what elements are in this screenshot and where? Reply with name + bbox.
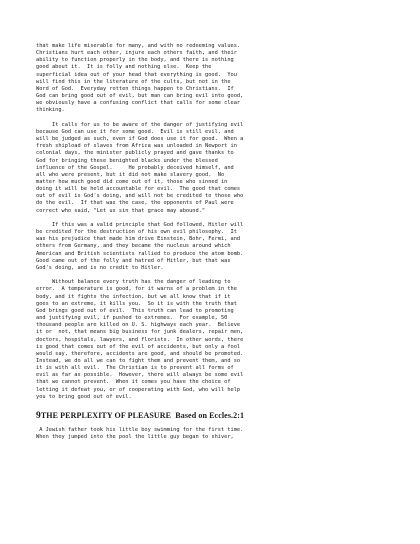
paragraph-gap [36,272,384,279]
paragraph-2: It calls for us to be aware of the danger of justifying evil because God can use it for some good. Evil is still evil, and will be judged as such, even if God does use it for good. When a fresh shipload of slaves from Africa was unloaded in Newport in colonial days, the minister publicly prayed and gave thanks to God for bringing these benighted blacks under the blessed influence of the Gospel. He probably deceived himself, and all who were present, but it did not make slavery good. No matter how much good did come out of it, those who sinned in doing it will be held accountable for evil. The good that comes out of evil is God's doing, and will not be credited to those who do the evil. If that was the case, the opponents of Paul were correct who said, "Let us sin that grace may abound." [36,121,244,214]
paragraph-3: If this was a valid principle that God followed, Hitler will be credited for the destruction of his own evil philosophy. It was his prejudice that made him drive Einstein, Bohr, Fermi, and others from Germany, and they became the nucleus around which American and British scientists rallied to produce the atom bomb. Good came out of the folly and hatred of Hitler, but that was God's doing, and is no credit to Hitler. [36,221,244,271]
section-heading [36,411,384,421]
paragraph-5: A Jewish father took his little boy swimming for the first time. When they jumped into the pool the little guy began to shiver, [36,426,244,441]
document-page [36,43,384,441]
paragraph-gap [36,115,384,122]
section-title: THE PERPLEXITY OF PLEASURE Based on Eccles.2:1 [40,410,245,420]
paragraph-gap [36,215,384,222]
paragraph-4: Without balance every truth has the danger of leading to error. A temperature is good, for it warns of a problem in the body, and it fights the infection, but we all know that if it goes to an extreme, it kills you. So it is with the truth that God brings good out of evil. This truth can lead to promoting and justifying evil, if pushed to extremes. For example, 50 thousand people are killed on U. S. highways each year. Believe it or not, that means big business for junk dealers, repair men, doctors, hospitals, lawyers, and florists. In other words, there is good that comes out of the evil of accidents, but only a fool would say, therefore, accidents are good, and should be promoted. Instead, we do all we can to fight them and prevent them, and so it is with all evil. The Christian is to prevent all forms of evil as far as possible. However, there will always be some evil that we cannot prevent. When it comes you have the choice of letting it defeat you, or of cooperating with God, who will help you to bring good out of evil. [36,279,244,400]
section-number: 9 [36,410,41,421]
paragraph-1: that make life miserable for many, and with no redeeming values. Christians hurt each other, injure each others faith, and their ability to function properly in the body, and there is nothing good about it. It is folly and nothing else. Keep the superficial idea out of your head that everything is good. You will find this in the literature of the cults, but not in the Word of God. Everyday rotten things happen to Christians. If God can bring good out of evil, but man can bring evil into good, we obviously have a confusing conflict that calls for some clear thinking. [36,43,244,114]
